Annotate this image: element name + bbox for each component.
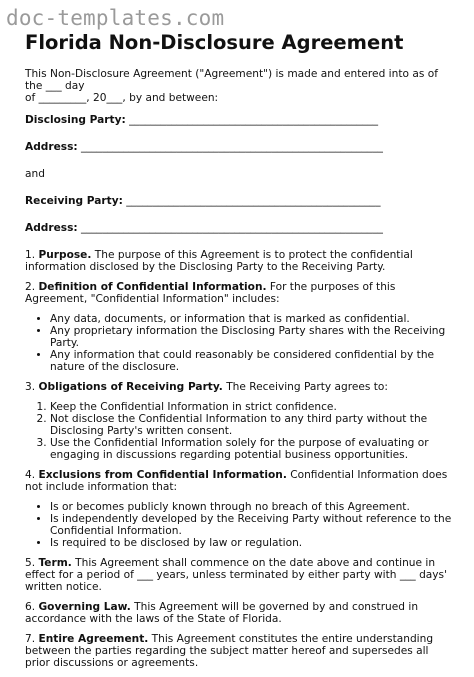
- intro-line-1: This Non-Disclosure Agreement ("Agreement") is made and entered into as of the ___ day: [25, 68, 438, 92]
- section-term: [25, 557, 455, 593]
- section-number: 6.: [25, 601, 39, 613]
- section-number: 1.: [25, 249, 39, 261]
- receiving-address-field: [25, 222, 455, 234]
- intro-paragraph: [25, 68, 455, 104]
- list-item: • Any data, documents, or information that is marked as confidential.: [50, 313, 455, 325]
- receiving-party-label: Receiving Party:: [25, 195, 123, 207]
- section-number: 7.: [25, 633, 39, 645]
- list-item: 1. Keep the Confidential Information in strict confidence.: [50, 401, 455, 413]
- intro-line-2: of _________, 20___, by and between:: [25, 92, 219, 104]
- obligations-list: [25, 401, 455, 461]
- receiving-address-blank: _________________________________________________________: [81, 222, 383, 234]
- section-text: This Agreement constitutes the entire understanding between the parties regarding the subject matter hereof and supersedes all prior discussions or agreements.: [25, 633, 434, 669]
- section-text: The Receiving Party agrees to:: [222, 381, 388, 393]
- section-number: 4.: [25, 469, 39, 481]
- definition-list: [25, 313, 455, 373]
- section-heading: Entire Agreement.: [38, 633, 149, 645]
- section-text: The purpose of this Agreement is to protect the confidential information disclosed by the Disclosing Party to the Receiving Party.: [25, 249, 413, 273]
- disclosing-address-label: Address:: [25, 141, 78, 153]
- list-item: • Any proprietary information the Disclosing Party shares with the Receiving Party.: [50, 325, 455, 349]
- section-entire-agreement: [25, 633, 455, 669]
- list-item: • Is or becomes publicly known through no breach of this Agreement.: [50, 501, 455, 513]
- disclosing-address-blank: _________________________________________________________: [81, 141, 383, 153]
- section-governing-law: [25, 601, 455, 625]
- section-number: 3.: [25, 381, 39, 393]
- and-text: and: [25, 168, 45, 180]
- section-text: This Agreement will be governed by and construed in accordance with the laws of the State of Florida.: [25, 601, 419, 625]
- receiving-party-field: [25, 195, 455, 207]
- exclusions-list: [25, 501, 455, 549]
- list-item: 2. Not disclose the Confidential Information to any third party without the Disclosing Party's written consent.: [50, 413, 455, 437]
- section-obligations: [25, 381, 455, 393]
- disclosing-party-field: [25, 114, 455, 126]
- document-body: [25, 68, 455, 677]
- section-heading: Purpose.: [38, 249, 92, 261]
- section-text: This Agreement shall commence on the date above and continue in effect for a period of ___ years, unless terminated by either party with ___ days' written notice.: [25, 557, 447, 593]
- document-title: Florida Non-Disclosure Agreement: [25, 31, 404, 54]
- receiving-party-blank: ________________________________________________: [126, 195, 381, 207]
- section-definition: [25, 281, 455, 305]
- section-text: Confidential Information does not include information that:: [25, 469, 448, 493]
- list-item: • Is required to be disclosed by law or regulation.: [50, 537, 455, 549]
- section-number: 2.: [25, 281, 39, 293]
- section-heading: Definition of Confidential Information.: [38, 281, 267, 293]
- site-watermark: doc-templates.com: [6, 6, 225, 30]
- list-item: • Is independently developed by the Receiving Party without reference to the Confidential Information.: [50, 513, 455, 537]
- section-text: For the purposes of this Agreement, "Confidential Information" includes:: [25, 281, 396, 305]
- disclosing-party-blank: _______________________________________________: [129, 114, 379, 126]
- section-number: 5.: [25, 557, 39, 569]
- section-heading: Obligations of Receiving Party.: [38, 381, 223, 393]
- section-heading: Term.: [38, 557, 72, 569]
- list-item: • Any information that could reasonably be considered confidential by the nature of the disclosure.: [50, 349, 455, 373]
- section-heading: Governing Law.: [38, 601, 131, 613]
- section-heading: Exclusions from Confidential Information.: [38, 469, 287, 481]
- disclosing-address-field: [25, 141, 455, 153]
- list-item: 3. Use the Confidential Information solely for the purpose of evaluating or engaging in discussions regarding potential business opportunities.: [50, 437, 455, 461]
- section-purpose: [25, 249, 455, 273]
- receiving-address-label: Address:: [25, 222, 78, 234]
- section-exclusions: [25, 469, 455, 493]
- disclosing-party-label: Disclosing Party:: [25, 114, 126, 126]
